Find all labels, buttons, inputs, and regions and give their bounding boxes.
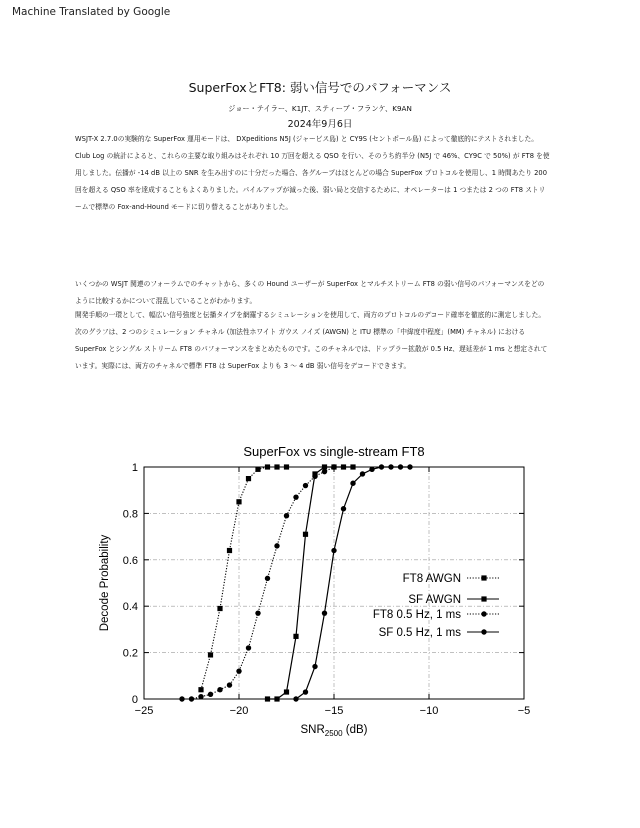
data-point — [322, 469, 327, 474]
data-point — [350, 481, 355, 486]
data-point — [312, 664, 317, 669]
data-point — [341, 464, 346, 469]
data-point — [284, 689, 289, 694]
data-point — [208, 692, 213, 697]
data-point — [379, 464, 384, 469]
data-point — [293, 634, 298, 639]
data-point — [293, 696, 298, 701]
series-1 — [198, 464, 289, 692]
data-point — [360, 471, 365, 476]
data-point — [322, 464, 327, 469]
legend-label: SF 0.5 Hz, 1 ms — [378, 627, 461, 639]
data-point — [407, 464, 412, 469]
data-point — [284, 513, 289, 518]
data-point — [198, 694, 203, 699]
legend-label: FT8 AWGN — [402, 573, 461, 585]
data-point — [265, 696, 270, 701]
data-point — [236, 499, 241, 504]
legend-entry — [373, 609, 499, 621]
data-point — [217, 687, 222, 692]
data-point — [179, 696, 184, 701]
data-point — [293, 494, 298, 499]
data-point — [303, 689, 308, 694]
legend-entry — [403, 573, 499, 585]
x-tick-label: −15 — [324, 705, 344, 717]
data-point — [350, 464, 355, 469]
data-point — [369, 467, 374, 472]
data-point — [255, 610, 260, 615]
x-tick-label: −25 — [134, 705, 154, 717]
paper-title: SuperFoxとFT8: 弱い信号でのパフォーマンス — [188, 80, 452, 95]
data-point — [274, 696, 279, 701]
data-point — [284, 464, 289, 469]
data-point — [274, 543, 279, 548]
data-point — [322, 610, 327, 615]
legend-marker — [481, 575, 486, 580]
x-axis-label-subscript: 2500 — [324, 729, 343, 738]
data-point — [388, 464, 393, 469]
data-point — [217, 606, 222, 611]
chart-axes — [123, 462, 531, 717]
data-point — [246, 476, 251, 481]
legend-entry — [408, 594, 499, 606]
data-point — [227, 548, 232, 553]
paper-date: 2024年9月6日 — [287, 119, 353, 130]
x-axis-label-unit: (dB) — [342, 724, 368, 736]
data-point — [265, 464, 270, 469]
x-tick-label: −10 — [419, 705, 439, 717]
paragraph-intro: WSJT-X 2.7.0の実験的な SuperFox 運用モードは、 DXpeditions N5J (ジャービス島) と CY9S (セントポール島) によって徹底的にテストされました。Club Log の統計によると、これらの主要な取り組みはそれぞれ 10 万回を超える QSO を行い、そのうち約半分 (N5J で 46%、CY9C で 50%) が FT8 を使用しました。伝播が -14 dB 以上の SNR を生み出すのに十分だった場合、各グループはほとんどの場合 SuperFox プロトコルを使用し、1 時間あたり 200 回を超える QSO 率を達成することもよくありました。パイルアップが減った後、弱い局と交信するために、オペレーターは 1 つまたは 2 つの FT8 ストリームで標準の Fox-and-Hound モードに切り替えることがありました。 — [75, 135, 550, 211]
paper-authors: ジョー・テイラー、K1JT、スティーブ・フランケ、K9AN — [228, 104, 412, 113]
data-point — [198, 687, 203, 692]
data-point — [398, 464, 403, 469]
chart-series — [179, 464, 412, 701]
legend-label: SF AWGN — [408, 594, 461, 606]
data-point — [189, 696, 194, 701]
x-axis-label — [301, 724, 368, 738]
x-tick-label: −20 — [229, 705, 249, 717]
series-2 — [265, 464, 356, 701]
series-line — [268, 467, 354, 699]
y-tick-label: 0.8 — [122, 508, 138, 521]
data-point — [265, 576, 270, 581]
y-tick-label: 0.4 — [122, 601, 138, 614]
y-axis-label: Decode Probability — [99, 534, 111, 632]
data-point — [246, 645, 251, 650]
data-point — [331, 548, 336, 553]
legend-marker — [481, 611, 486, 616]
data-point — [303, 532, 308, 537]
y-tick-label: 0.6 — [122, 554, 138, 567]
data-point — [208, 652, 213, 657]
y-tick-label: 1 — [131, 462, 138, 474]
data-point — [303, 483, 308, 488]
legend-label: FT8 0.5 Hz, 1 ms — [372, 609, 461, 621]
plot-frame — [144, 467, 524, 699]
data-point — [331, 464, 336, 469]
paragraph-forum: いくつかの WSJT 関連のフォーラムでのチャットから、多くの Hound ユーザーが SuperFox とマルチストリーム FT8 の弱い信号のパフォーマンスをどのように比較するかについて混乱していることがわかります。 — [75, 280, 545, 305]
data-point — [312, 474, 317, 479]
legend-marker — [481, 596, 486, 601]
y-tick-label: 0 — [131, 694, 138, 706]
data-point — [341, 506, 346, 511]
data-point — [227, 682, 232, 687]
x-axis-label-main: SNR — [300, 724, 325, 736]
paragraph-simulation: 開発手順の一環として、幅広い信号強度と伝播タイプを網羅するシミュレーションを使用して、両方のプロトコルのデコード確率を徹底的に測定しました。次のグラフは、2 つのシミュレーション チャネル (加法性ホワイト ガウス ノイズ (AWGN) と ITU 標準の「中緯度中程度」(MM) チャネル) における SuperFox とシングル ストリーム FT8 のパフォーマンスをまとめたものです。このチャネルでは、ドップラー拡散が 0.5 Hz、遅延差が 1 ms と想定されています。実際には、両方のチャネルで標準 FT8 は SuperFox よりも 3 ～ 4 dB 弱い信号をデコードできます。 — [75, 311, 548, 370]
chart-grid — [144, 467, 524, 699]
legend-marker — [481, 629, 486, 634]
series-line — [201, 467, 287, 690]
data-point — [236, 668, 241, 673]
legend-entry — [379, 627, 499, 639]
series-line — [296, 467, 410, 699]
translation-banner: Machine Translated by Google — [12, 6, 171, 18]
data-point — [255, 467, 260, 472]
chart-title: SuperFox vs single-stream FT8 — [243, 444, 425, 459]
x-tick-label: −5 — [517, 705, 531, 717]
y-tick-label: 0.2 — [122, 647, 138, 660]
data-point — [274, 464, 279, 469]
